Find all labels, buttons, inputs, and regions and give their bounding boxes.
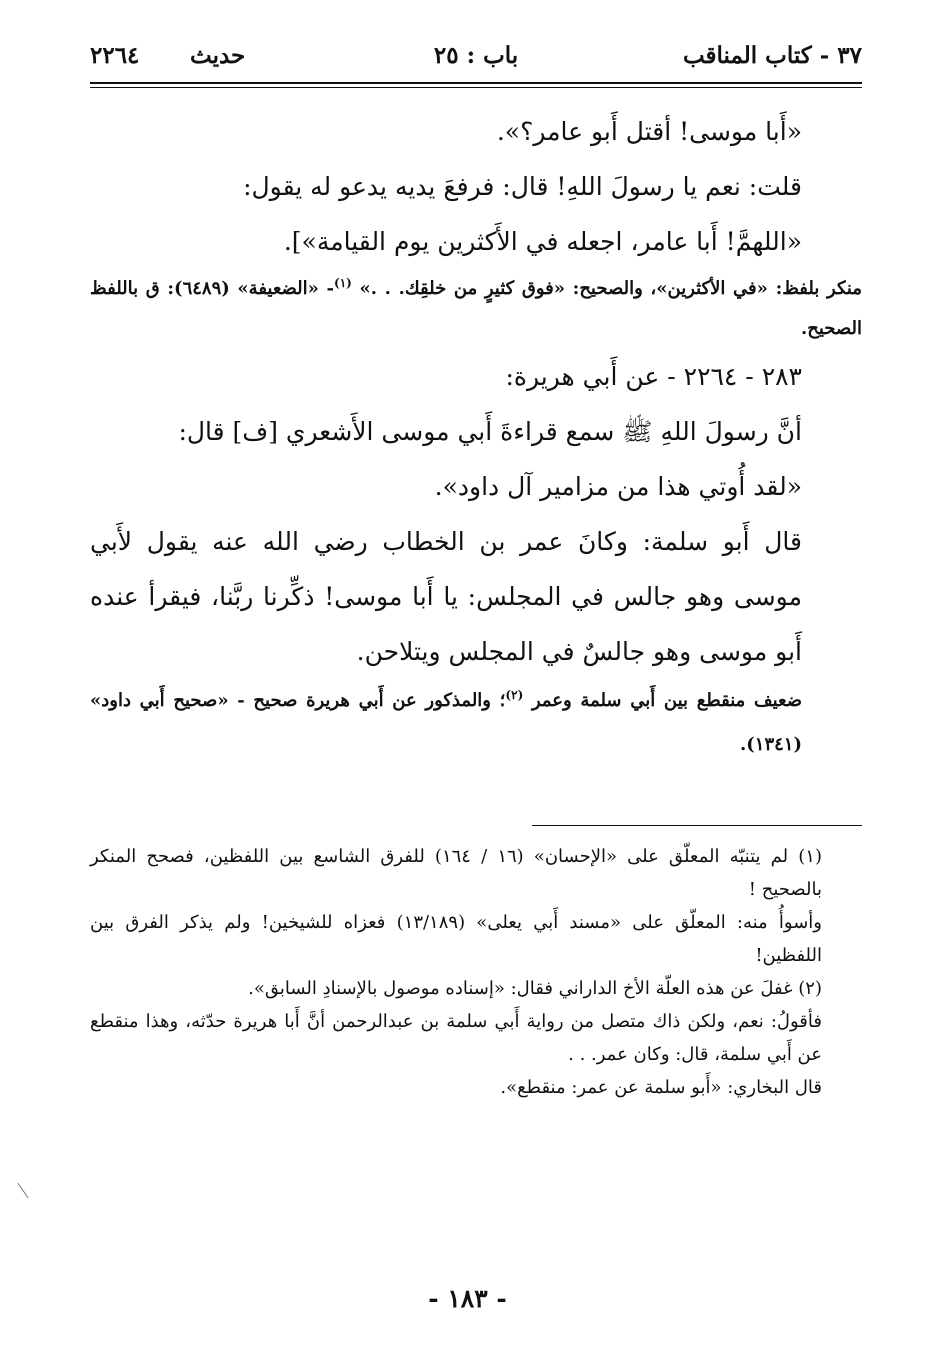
header-rule-thick — [90, 82, 862, 84]
scan-mark — [17, 1183, 28, 1198]
bab-label: باب : ٢٥ — [433, 42, 519, 69]
grading-note — [90, 679, 862, 767]
grading-note-text: منكر بلفظ: «في الأكثرين»، والصحيح: «فوق كثيرٍ من خلقِك. . .» — [359, 278, 862, 299]
hadith-title: ٢٨٣ - ٢٢٦٤ - عن أَبي هريرة: — [505, 362, 802, 391]
running-header — [90, 38, 862, 82]
grading-note — [90, 269, 862, 349]
text-line: «أَبا موسى! أقتل أَبو عامر؟». — [496, 117, 802, 146]
text-line: «اللهمَّ! أَبا عامر، اجعله في الأَكثرين يوم القيامة»]. — [283, 227, 802, 256]
text-line: قلت: نعم يا رسولَ اللهِ! قال: فرفعَ يديه يدعو له يقول: — [243, 172, 802, 201]
footnote-ref: (٢) — [505, 688, 524, 702]
grading-note-source: - «الضعيفة» (٦٤٨٩): ق باللفظ الصحيح. — [90, 278, 862, 339]
footnote-2-quote: قال البخاري: «أَبو سلمة عن عمر: منقطع». — [500, 1077, 822, 1098]
text-line: «لقد أُوتي هذا من مزامير آل داود». — [434, 472, 802, 501]
grading-note-source: ؛ والمذكور عن أَبي هريرة صحيح - «صحيح أَبي داود» (١٣٤١). — [90, 690, 802, 755]
chapter-title: ٣٧ - كتاب المناقب — [682, 42, 862, 69]
footnote-2-continued: فأقولُ: نعم، ولكن ذاك متصل من رواية أَبي سلمة بن عبدالرحمن أنَّ أَبا هريرة حدّثه، وهذا منقطع عن أَبي سلمة، قال: وكان عمر. . . — [90, 1011, 822, 1065]
footnote-1-continued: وأسوأُ منه: المعلّق على «مسند أَبي يعلى» (١٣/١٨٩) فعزاه للشيخين! ولم يذكر الفرق بين اللفظين! — [90, 912, 822, 966]
footnote-ref: (١) — [334, 276, 352, 290]
footnote-1: (١) لم يتنبّه المعلّق على «الإحسان» (١٦ / ١٦٤) للفرق الشاسع بين اللفظين، فصحح المنكر بالصحيح ! — [90, 846, 822, 900]
hadith-label: حديث — [190, 42, 246, 69]
footnote-separator — [532, 825, 862, 826]
footnotes — [90, 840, 862, 1104]
footnote-2: (٢) غفلَ عن هذه العلّة الأخ الداراني فقال: «إسناده موصول بالإسنادِ السابق». — [248, 978, 822, 999]
page-number: - ١٨٣ - — [428, 1284, 507, 1313]
header-rule-thin — [90, 87, 862, 88]
text-paragraph: قال أَبو سلمة: وكانَ عمر بن الخطاب رضي الله عنه يقول لأَبي موسى وهو جالس في المجلس: يا أَبا موسى! ذكِّرنا ربَّنا، فيقرأ عنده أَبو موسى وهو جالسٌ في المجلس ويتلاحن. — [90, 527, 802, 666]
main-text — [90, 104, 862, 767]
grading-note-text: ضعيف منقطع بين أَبي سلمة وعمر — [531, 690, 802, 711]
hadith-number: ٢٢٦٤ — [90, 42, 140, 69]
text-line: أنَّ رسولَ اللهِ ﷺ سمع قراءةَ أَبي موسى الأَشعري [ف] قال: — [178, 417, 802, 446]
